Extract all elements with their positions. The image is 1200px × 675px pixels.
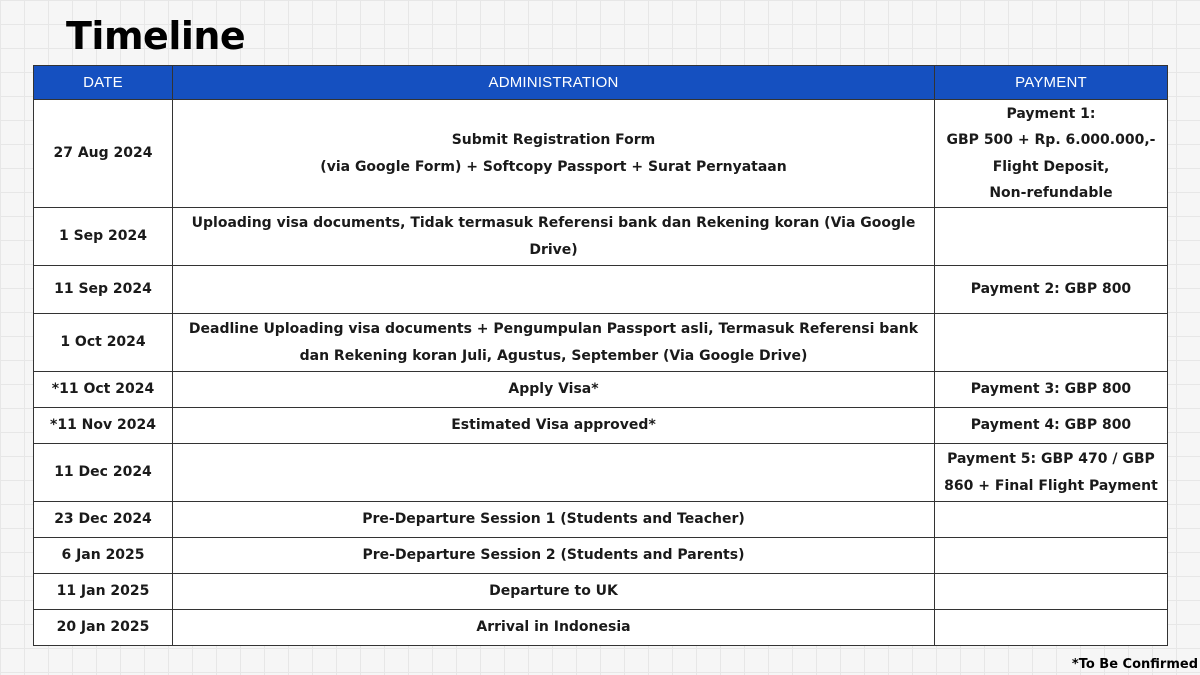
page-title: Timeline	[66, 14, 246, 58]
administration-cell	[173, 372, 935, 408]
cell-text-line: GBP 500 + Rp. 6.000.000,-	[946, 132, 1156, 148]
table-row	[34, 502, 1168, 538]
date-cell: 11 Jan 2025	[34, 574, 173, 610]
table-row	[34, 314, 1168, 372]
cell-text-line: Flight Deposit,	[992, 158, 1110, 175]
cell-text-line: Pre-Departure Session 1 (Students and Teacher)	[362, 511, 745, 528]
cell-text-line: Payment 3: GBP 800	[970, 381, 1132, 398]
administration-cell	[173, 408, 935, 444]
cell-text-line: Payment 4: GBP 800	[970, 417, 1132, 434]
cell-text-line: Submit Registration Form	[451, 132, 656, 148]
cell-text-line: Departure to UK	[489, 583, 618, 600]
column-header-administration: ADMINISTRATION	[173, 66, 935, 100]
table-row	[34, 574, 1168, 610]
payment-cell	[935, 266, 1168, 314]
date-cell: 1 Sep 2024	[34, 208, 173, 266]
payment-cell	[935, 372, 1168, 408]
date-cell: 11 Dec 2024	[34, 444, 173, 502]
cell-text-line: Payment 1:	[1006, 105, 1096, 122]
payment-cell	[935, 444, 1168, 502]
date-cell: *11 Nov 2024	[34, 408, 173, 444]
cell-text-line: Payment 2: GBP 800	[970, 281, 1132, 298]
payment-cell	[935, 100, 1168, 208]
payment-cell	[935, 314, 1168, 372]
administration-cell	[173, 444, 935, 502]
cell-text-line: Pre-Departure Session 2 (Students and Parents)	[362, 547, 745, 564]
administration-cell	[173, 538, 935, 574]
payment-cell	[935, 408, 1168, 444]
column-header-payment: PAYMENT	[935, 66, 1168, 100]
table-header-row	[34, 66, 1168, 100]
table-row	[34, 208, 1168, 266]
table-row	[34, 444, 1168, 502]
table-row	[34, 408, 1168, 444]
table-row	[34, 538, 1168, 574]
table-row	[34, 610, 1168, 646]
cell-text-line: Non-refundable	[989, 185, 1113, 201]
cell-text-line: Payment 5: GBP 470 / GBP 860 + Final Flight Payment	[944, 451, 1158, 494]
table-row	[34, 372, 1168, 408]
cell-text-line: Uploading visa documents, Tidak termasuk Referensi bank dan Rekening koran (Via Google Drive)	[191, 215, 916, 258]
administration-cell	[173, 502, 935, 538]
cell-text-line: Apply Visa*	[508, 381, 599, 398]
payment-cell	[935, 502, 1168, 538]
date-cell: 27 Aug 2024	[34, 100, 173, 208]
administration-cell	[173, 266, 935, 314]
payment-cell	[935, 574, 1168, 610]
payment-cell	[935, 610, 1168, 646]
cell-text-line: (via Google Form) + Softcopy Passport + Surat Pernyataan	[320, 158, 787, 175]
date-cell: 11 Sep 2024	[34, 266, 173, 314]
cell-text-line: Deadline Uploading visa documents + Pengumpulan Passport asli, Termasuk Referensi bank dan Rekening koran Juli, Agustus, September (Via Google Drive)	[188, 321, 919, 364]
column-header-date: DATE	[34, 66, 173, 100]
timeline-table	[33, 65, 1168, 646]
footnote: *To Be Confirmed	[1071, 657, 1198, 672]
cell-text-line: Estimated Visa approved*	[451, 417, 656, 434]
date-cell: 1 Oct 2024	[34, 314, 173, 372]
table-row	[34, 266, 1168, 314]
administration-cell	[173, 574, 935, 610]
cell-text-line: Arrival in Indonesia	[476, 619, 631, 636]
payment-cell	[935, 208, 1168, 266]
date-cell: *11 Oct 2024	[34, 372, 173, 408]
administration-cell	[173, 314, 935, 372]
administration-cell	[173, 100, 935, 208]
payment-cell	[935, 538, 1168, 574]
date-cell: 20 Jan 2025	[34, 610, 173, 646]
date-cell: 6 Jan 2025	[34, 538, 173, 574]
administration-cell	[173, 208, 935, 266]
date-cell: 23 Dec 2024	[34, 502, 173, 538]
administration-cell	[173, 610, 935, 646]
table-row	[34, 100, 1168, 208]
